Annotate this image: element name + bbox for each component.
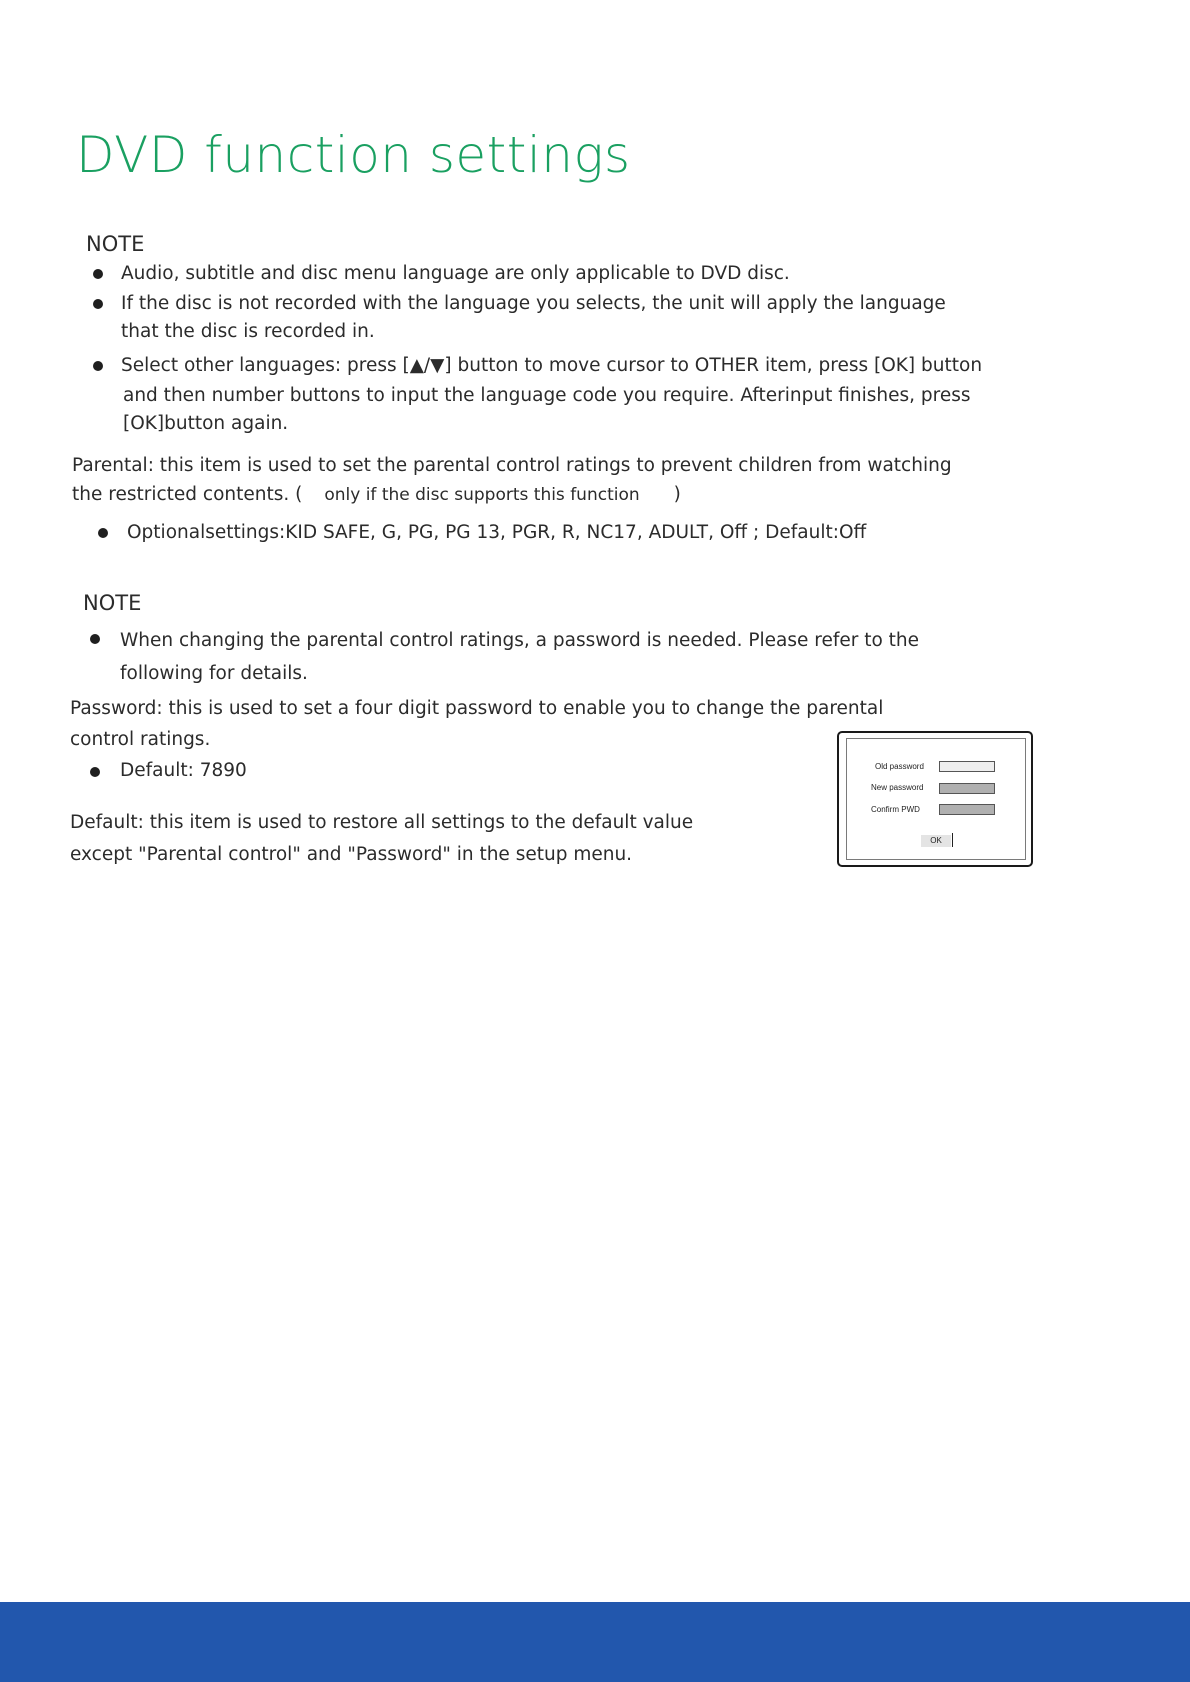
bullet-icon xyxy=(90,634,100,644)
default-description-line2: except "Parental control" and "Password" in the setup menu. xyxy=(70,844,633,865)
default-description: Default: this item is used to restore all settings to the default value xyxy=(70,812,694,833)
footer-band xyxy=(0,1602,1190,1682)
password-description-line2: control ratings. xyxy=(70,729,211,750)
parental-description-line2 xyxy=(72,481,681,509)
confirm-pwd-label: Confirm PWD xyxy=(871,805,920,814)
new-password-field[interactable] xyxy=(939,783,995,794)
bullet-icon xyxy=(93,269,103,279)
confirm-pwd-field[interactable] xyxy=(939,804,995,815)
cursor-icon xyxy=(952,833,953,847)
parental-description: Parental: this item is used to set the parental control ratings to prevent children from watching xyxy=(72,455,952,476)
note-bullet-text: following for details. xyxy=(120,663,308,684)
note-heading: NOTE xyxy=(86,232,145,256)
note-bullet-text: When changing the parental control ratings, a password is needed. Please refer to the xyxy=(120,630,920,651)
ok-button[interactable]: OK xyxy=(921,835,951,847)
note-bullet-text: Audio, subtitle and disc menu language are only applicable to DVD disc. xyxy=(121,263,790,284)
note-heading: NOTE xyxy=(83,591,142,615)
parental-text-b: only if the disc supports this function xyxy=(324,485,640,505)
password-default: Default: 7890 xyxy=(120,760,247,781)
note-bullet-text: that the disc is recorded in. xyxy=(121,321,375,342)
parental-text-a: the restricted contents. ( xyxy=(72,484,303,505)
bullet-icon xyxy=(93,361,103,371)
parental-text-c: ) xyxy=(673,484,681,505)
page-title: DVD function settings xyxy=(76,126,631,184)
bullet-icon xyxy=(98,528,108,538)
note-bullet-text: and then number buttons to input the language code you require. Afterinput finishes, press xyxy=(123,385,971,406)
old-password-label: Old password xyxy=(875,762,924,771)
bullet-icon xyxy=(90,767,100,777)
note-bullet-text: [OK]button again. xyxy=(123,413,289,434)
new-password-label: New password xyxy=(871,783,924,792)
note-bullet-text: Select other languages: press [▲/▼] button to move cursor to OTHER item, press [OK] button xyxy=(121,355,983,376)
parental-options: Optionalsettings:KID SAFE, G, PG, PG 13, PGR, R, NC17, ADULT, Off ; Default:Off xyxy=(127,522,867,543)
old-password-field[interactable] xyxy=(939,761,995,772)
password-description: Password: this is used to set a four digit password to enable you to change the parental xyxy=(70,698,884,719)
bullet-icon xyxy=(93,299,103,309)
note-bullet-text: If the disc is not recorded with the language you selects, the unit will apply the language xyxy=(121,293,946,314)
